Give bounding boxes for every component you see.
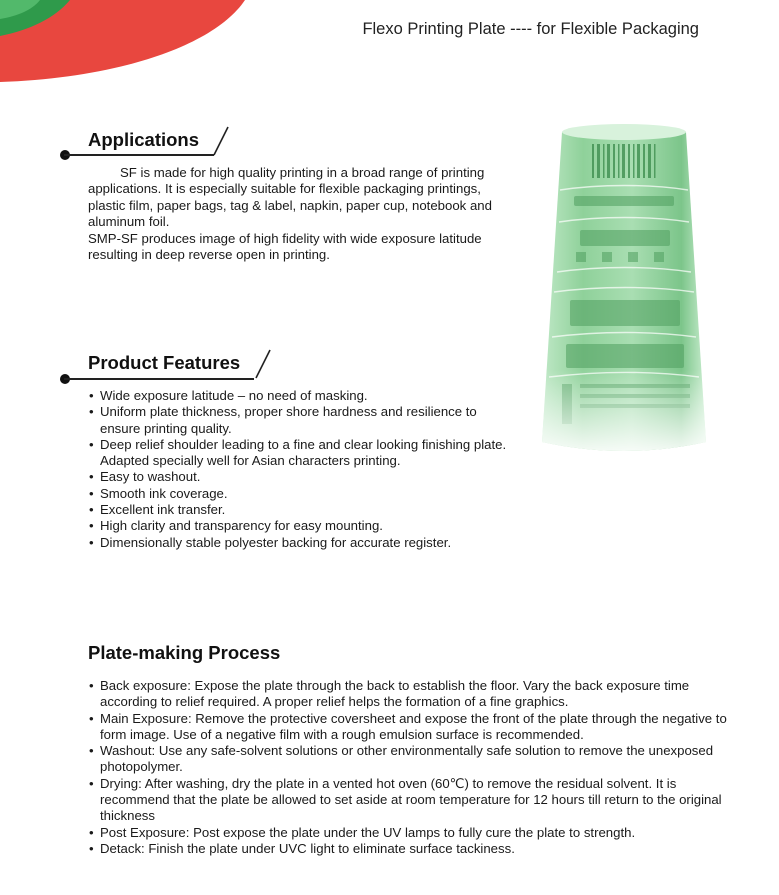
applications-paragraph: SMP-SF produces image of high fidelity with wide exposure latitude resulting in deep reverse open in printing. [88, 230, 482, 263]
list-item: • Main Exposure: Remove the protective coversheet and expose the front of the plate through the negative to form image. Use of a negative film with a rough emulsion surface is recommended. [89, 711, 729, 744]
process-heading: Plate-making Process [88, 642, 281, 663]
applications-heading: Applications [88, 129, 200, 150]
list-item: • Smooth ink coverage. [89, 486, 509, 502]
corner-decoration [0, 0, 260, 90]
list-item: • Post Exposure: Post expose the plate under the UV lamps to fully cure the plate to strength. [89, 825, 729, 841]
list-item: • Back exposure: Expose the plate through the back to establish the floor. Vary the back exposure time according to relief required. A proper relief helps the formation of a fine graphics. [89, 678, 729, 711]
heading-slash-icon [250, 348, 272, 380]
list-item: • Uniform plate thickness, proper shore hardness and resilience to ensure printing quality. [89, 404, 509, 437]
list-item: • Washout: Use any safe-solvent solutions or other environmentally safe solution to remove the unexposed photopolymer. [89, 743, 729, 776]
list-item: • Excellent ink transfer. [89, 502, 509, 518]
heading-underline [64, 154, 214, 156]
list-item: • Detack: Finish the plate under UVC light to eliminate surface tackiness. [89, 841, 729, 857]
list-item: • High clarity and transparency for easy mounting. [89, 518, 509, 534]
heading-underline [64, 378, 254, 380]
flexo-plate-roll-image [540, 122, 708, 452]
list-item: • Easy to washout. [89, 469, 509, 485]
heading-slash-icon [208, 125, 230, 157]
document-title: Flexo Printing Plate ---- for Flexible Packaging [362, 20, 699, 38]
list-item: • Deep relief shoulder leading to a fine and clear looking finishing plate. Adapted specially well for Asian characters printing. [89, 437, 509, 470]
applications-paragraph: SF is made for high quality printing in a broad range of printing applications. It is especially suitable for flexible packaging printings, plastic film, paper bags, tag & label, napkin, paper cup, notebook and aluminum foil. [88, 165, 492, 230]
applications-text [88, 165, 513, 263]
list-item: • Dimensionally stable polyester backing for accurate register. [89, 535, 509, 551]
features-heading: Product Features [88, 352, 241, 373]
process-list [89, 678, 729, 857]
list-item: • Drying: After washing, dry the plate in a vented hot oven (60℃) to remove the residual solvent. It is recommend that the plate be allowed to set aside at room temperature for 12 hours till return to the original thickness [89, 776, 729, 825]
features-list [89, 388, 509, 551]
list-item: • Wide exposure latitude – no need of masking. [89, 388, 509, 404]
